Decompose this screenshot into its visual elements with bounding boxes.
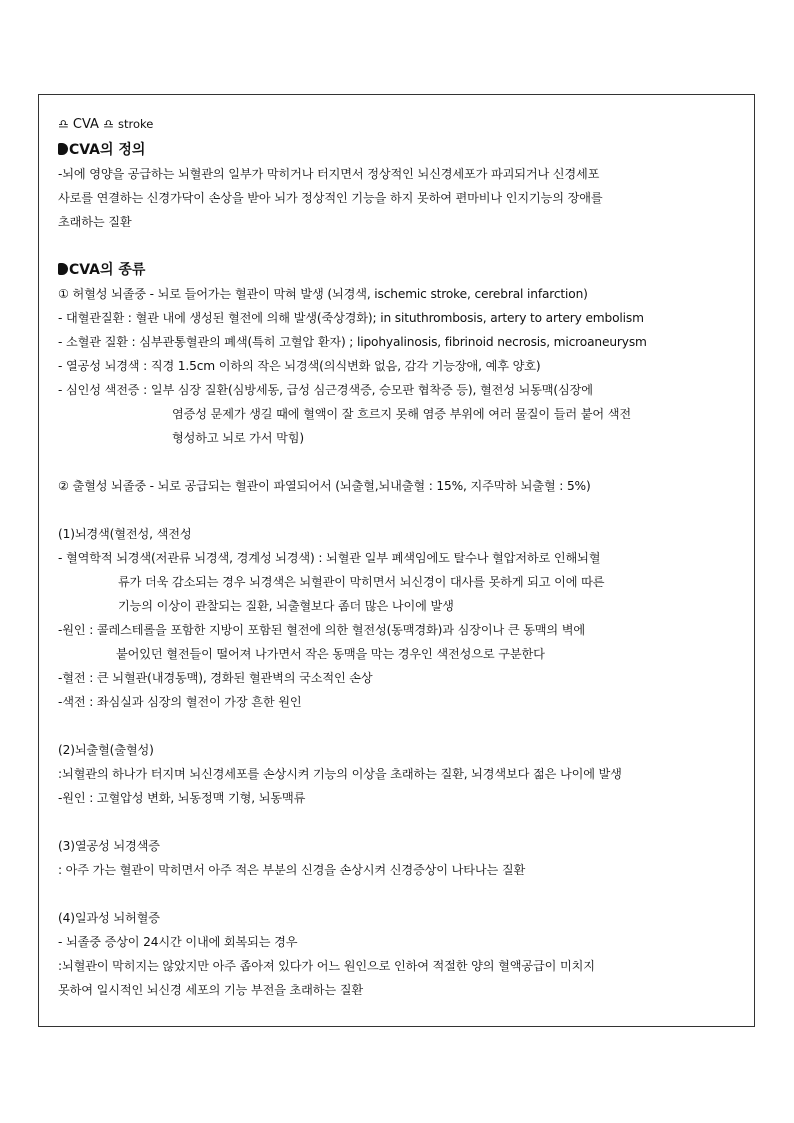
hemodynamic-line: 기능의 이상이 관찰되는 질환, 뇌출혈보다 좀더 많은 나이에 발생 bbox=[118, 599, 454, 613]
cardioembolic-line: 염증성 문제가 생길 때에 혈액이 잘 흐르지 못해 염증 부위에 여러 물질이 들러 붙어 색전 bbox=[172, 407, 631, 421]
definition-line: 초래하는 질환 bbox=[58, 215, 132, 229]
document-content bbox=[58, 111, 746, 1002]
definition-heading: CVA의 정의 bbox=[58, 138, 746, 162]
document-title bbox=[58, 111, 746, 138]
large-artery-line: - 대혈관질환 : 혈관 내에 생성된 혈전에 의해 발생(죽상경화); in situthrombosis, artery to artery embolism bbox=[58, 311, 644, 325]
tia-line: :뇌혈관이 막히지는 않았지만 아주 좁아져 있다가 어느 원인으로 인하여 적절한 양의 혈액공급이 미치지 bbox=[58, 959, 595, 973]
ischemic-title: ① 허혈성 뇌졸중 - 뇌로 들어가는 혈관이 막혀 발생 (뇌경색, ischemic stroke, cerebral infarction) bbox=[58, 287, 588, 301]
libra-icon: ♎ bbox=[103, 117, 114, 131]
cause-line: 붙어있던 혈전들이 떨어져 나가면서 작은 동맥을 막는 경우인 색전성으로 구분한다 bbox=[116, 647, 545, 661]
hemodynamic-line: - 혈역학적 뇌경색(저관류 뇌경색, 경계성 뇌경색) : 뇌혈관 일부 폐색임에도 탈수나 혈압저하로 인해뇌혈 bbox=[58, 551, 601, 565]
cause-line: -원인 : 콜레스테롤을 포함한 지방이 포함된 혈전에 의한 혈전성(동맥경화)과 심장이나 큰 동맥의 벽에 bbox=[58, 623, 586, 637]
hemorrhage-desc: :뇌혈관의 하나가 터지며 뇌신경세포를 손상시켜 기능의 이상을 초래하는 질환, 뇌경색보다 젊은 나이에 발생 bbox=[58, 767, 622, 781]
infarction-heading: (1)뇌경색(혈전성, 색전성 bbox=[58, 527, 192, 541]
tia-line: - 뇌졸중 증상이 24시간 이내에 회복되는 경우 bbox=[58, 935, 298, 949]
hemorrhage-heading: (2)뇌출혈(출혈성) bbox=[58, 743, 154, 757]
bookmark-icon bbox=[58, 263, 68, 275]
cardioembolic-line: - 심인성 색전증 : 일부 심장 질환(심방세동, 급성 심근경색증, 승모판 협착증 등), 혈전성 뇌동맥(심장에 bbox=[58, 383, 593, 397]
embolus-line: -색전 : 좌심실과 심장의 혈전이 가장 흔한 원인 bbox=[58, 695, 302, 709]
hemodynamic-line: 류가 더욱 감소되는 경우 뇌경색은 뇌혈관이 막히면서 뇌신경이 대사를 못하게 되고 이에 따른 bbox=[118, 575, 605, 589]
lacunar-heading: (3)열공성 뇌경색증 bbox=[58, 839, 160, 853]
hemorrhagic-title: ② 출혈성 뇌졸중 - 뇌로 공급되는 혈관이 파열되어서 (뇌출혈,뇌내출혈 : 15%, 지주막하 뇌출혈 : 5%) bbox=[58, 479, 591, 493]
small-vessel-line: - 소혈관 질환 : 심부관통혈관의 폐색(특히 고혈압 환자) ; lipohyalinosis, fibrinoid necrosis, microaneurysm bbox=[58, 335, 647, 349]
definition-line: 사로를 연결하는 신경가닥이 손상을 받아 뇌가 정상적인 기능을 하지 못하여 편마비나 인지기능의 장애를 bbox=[58, 191, 603, 205]
cardioembolic-line: 형성하고 뇌로 가서 막힘) bbox=[172, 431, 305, 445]
hemorrhage-cause: -원인 : 고혈압성 변화, 뇌동정맥 기형, 뇌동맥류 bbox=[58, 791, 306, 805]
thrombus-line: -혈전 : 큰 뇌혈관(내경동맥), 경화된 혈관벽의 국소적인 손상 bbox=[58, 671, 373, 685]
lacunar-desc: : 아주 가는 혈관이 막히면서 아주 적은 부분의 신경을 손상시켜 신경증상이 나타나는 질환 bbox=[58, 863, 526, 877]
definition-line: -뇌에 영양을 공급하는 뇌혈관의 일부가 막히거나 터지면서 정상적인 뇌신경세포가 파괴되거나 신경세포 bbox=[58, 167, 600, 181]
types-heading: CVA의 종류 bbox=[58, 258, 746, 282]
title-main: CVA bbox=[72, 117, 99, 132]
title-sub: stroke bbox=[118, 117, 154, 131]
bookmark-icon bbox=[58, 143, 68, 155]
lacunar-line: - 열공성 뇌경색 : 직경 1.5cm 이하의 작은 뇌경색(의식변화 없음, 감각 기능장애, 예후 양호) bbox=[58, 359, 541, 373]
tia-heading: (4)일과성 뇌허혈증 bbox=[58, 911, 160, 925]
document-frame bbox=[38, 94, 755, 1027]
tia-line: 못하여 일시적인 뇌신경 세포의 기능 부전을 초래하는 질환 bbox=[58, 983, 364, 997]
libra-icon: ♎ bbox=[58, 117, 69, 131]
